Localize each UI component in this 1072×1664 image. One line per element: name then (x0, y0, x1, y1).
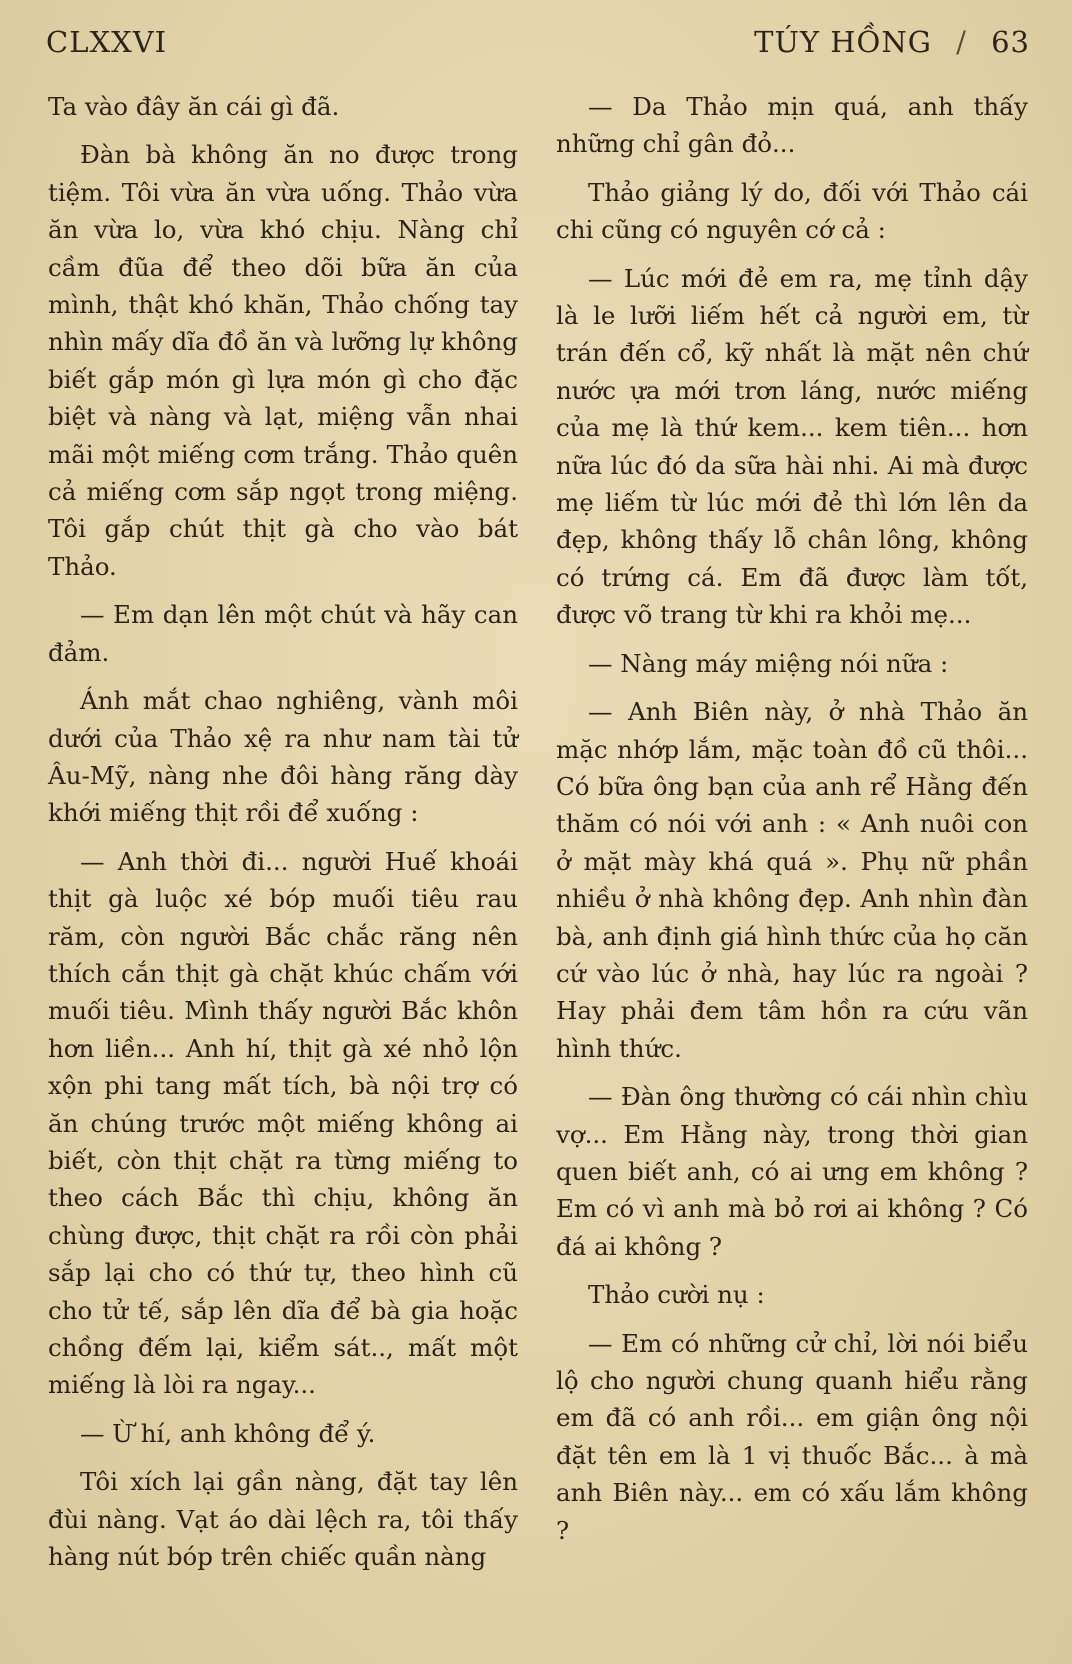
paragraph: — Em dạn lên một chút và hãy can đảm. (48, 600, 518, 667)
paragraph: Ánh mắt chao nghiêng, vành môi dưới của Thảo xệ ra như nam tài tử Âu-Mỹ, nàng nhe đôi hàng răng dày khới miếng thịt rồi để xuống : (48, 686, 518, 828)
author-name: TÚY HỒNG (754, 25, 932, 59)
page-header (46, 22, 1030, 62)
paragraph: — Ừ hí, anh không để ý. (80, 1418, 376, 1448)
paragraph: Ta vào đây ăn cái gì đã. (48, 92, 340, 121)
paragraph: — Em có những cử chỉ, lời nói biểu lộ cho người chung quanh hiểu rằng em đã có anh rồi... em giận ông nội đặt tên em là 1 vị thuốc Bắc... à mà anh Biên này... em có xấu lắm không ? (556, 1328, 1028, 1545)
page-label: CLXXVI (46, 25, 168, 59)
paragraph: Thảo cười nụ : (588, 1280, 765, 1310)
paragraph: — Nàng máy miệng nói nữa : (588, 648, 949, 678)
page-number: 63 (991, 25, 1030, 59)
left-column (48, 88, 518, 1572)
paragraph: — Lúc mới đẻ em ra, mẹ tỉnh dậy là le lưỡi liếm hết cả người em, từ trán đến cổ, kỹ nhất là mặt nên chứ nước ựa mới trơn láng, nước miếng của mẹ là thứ kem... kem tiên... hơn nữa lúc đó da sữa hài nhi. Ai mà được mẹ liếm từ lúc mới đẻ thì lớn lên da đẹp, không thấy lỗ chân lông, không có trứng cá. Em đã được làm tốt, được võ trang từ khi ra khỏi mẹ... (556, 263, 1028, 630)
paragraph: — Anh Biên này, ở nhà Thảo ăn mặc nhớp lắm, mặc toàn đồ cũ thôi... Có bữa ông bạn của anh rể Hằng đến thăm có nói với anh : « Anh nuôi con ở mặt mày khá quá ». Phụ nữ phần nhiều ở nhà không đẹp. Anh nhìn đàn bà, anh định giá hình thức của họ căn cứ vào lúc ở nhà, hay lúc ra ngoài ? Hay phải đem tâm hồn ra cứu vãn hình thức. (556, 697, 1028, 1063)
paragraph: — Da Thảo mịn quá, anh thấy những chỉ gân đỏ... (556, 92, 1028, 159)
paragraph: — Đàn ông thường có cái nhìn chìu vợ... Em Hằng này, trong thời gian quen biết anh, có ai ưng em không ? Em có vì anh mà bỏ rơi ai không ? Có đá ai không ? (556, 1082, 1028, 1261)
paragraph: Tôi xích lại gần nàng, đặt tay lên đùi nàng. Vạt áo dài lệch ra, tôi thấy hàng nút bóp trên chiếc quần nàng (48, 1467, 518, 1572)
paragraph: — Anh thời đi... người Huế khoái thịt gà luộc xé bóp muối tiêu rau răm, còn người Bắc chắc răng nên thích cắn thịt gà chặt khúc chấm với muối tiêu. Mình thấy người Bắc khôn hơn liền... Anh hí, thịt gà xé nhỏ lộn xộn phi tang mất tích, bà nội trợ có ăn chúng trước một miếng không ai biết, còn thịt chặt ra từng miếng to theo cách Bắc thì chịu, không ăn chùng được, thịt chặt ra rồi còn phải sắp lại cho có thứ tự, theo hình cũ cho tử tế, sắp lên dĩa để bà gia hoặc chồng đếm lại, kiểm sát.., mất một miếng là lòi ra ngay... (48, 846, 518, 1400)
paragraph: Thảo giảng lý do, đối với Thảo cái chi cũng có nguyên cớ cả : (556, 177, 1028, 245)
header-separator: / (956, 25, 967, 59)
paragraph: Đàn bà không ăn no được trong tiệm. Tôi vừa ăn vừa uống. Thảo vừa ăn vừa lo, vừa khó chịu. Nàng chỉ cầm đũa để theo dõi bữa ăn của mình, thật khó khăn, Thảo chống tay nhìn mấy dĩa đồ ăn và lưỡng lự không biết gắp món gì lựa món gì cho đặc biệt và nàng và lạt, miệng vẫn nhai mãi một miếng cơm trắng. Thảo quên cả miếng cơm sắp ngọt trong miệng. Tôi gắp chút thịt gà cho vào bát Thảo. (48, 140, 518, 581)
right-column (556, 88, 1028, 1545)
running-head (740, 25, 1030, 59)
